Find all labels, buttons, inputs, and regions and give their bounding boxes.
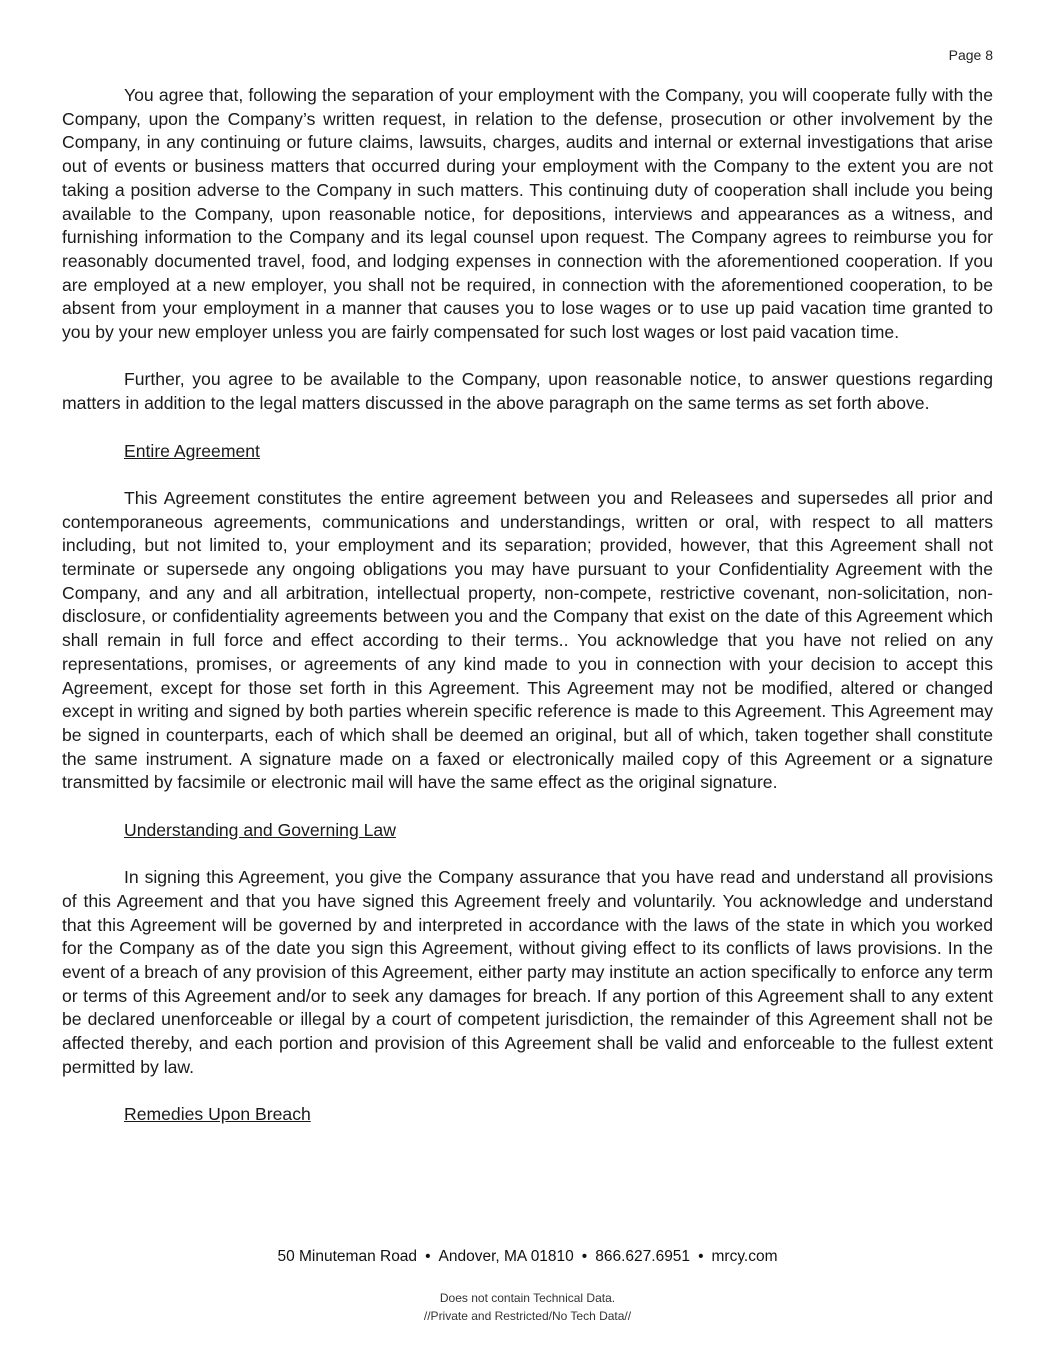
document-body bbox=[62, 84, 993, 1151]
paragraph-entire-agreement: This Agreement constitutes the entire agreement between you and Releasees and supersedes all prior and contemporaneous agreements, communications and understandings, written or oral, with respect to all matters including, but not limited to, your employment and its separation; provided, however, that this Agreement shall not terminate or supersede any ongoing obligations you may have pursuant to your Confidentiality Agreement with the Company, and any and all arbitration, intellectual property, non-compete, restrictive covenant, non-solicitation, non-disclosure, or confidentiality agreements between you and the Company that exist on the date of this Agreement which shall remain in full force and effect according to their terms.. You acknowledge that you have not relied on any representations, promises, or agreements of any kind made to you in connection with your decision to accept this Agreement, except for those set forth in this Agreement. This Agreement may not be modified, altered or changed except in writing and signed by both parties wherein specific reference is made to this Agreement. This Agreement may be signed in counterparts, each of which shall be deemed an original, but all of which, taken together shall constitute the same instrument. A signature made on a faxed or electronically mailed copy of this Agreement or a signature transmitted by facsimile or electronic mail will have the same effect as the original signature. bbox=[62, 487, 993, 793]
section-heading-remedies: Remedies Upon Breach bbox=[124, 1104, 311, 1125]
section-heading-understanding: Understanding and Governing Law bbox=[124, 819, 396, 840]
page-number: Page 8 bbox=[948, 47, 993, 63]
paragraph-cooperation: You agree that, following the separation of your employment with the Company, you will cooperate fully with the Company, upon the Company’s written request, in relation to the defense, prosecution or other involvement by the Company, in any continuing or future claims, lawsuits, charges, audits and internal or external investigations that arise out of events or business matters that occurred during your employment with the Company to the extent you are not taking a position adverse to the Company in such matters. This continuing duty of cooperation shall include you being available to the Company, upon reasonable notice, for depositions, interviews and appearances as a witness, and furnishing information to the Company and its legal counsel upon request. The Company agrees to reimburse you for reasonably documented travel, food, and lodging expenses in connection with the aforementioned cooperation. If you are employed at a new employer, you shall not be required, in connection with the aforementioned cooperation, to be absent from your employment in a manner that causes you to lose wages or to use up paid vacation time granted to you by your new employer unless you are fairly compensated for such lost wages or lost paid vacation time. bbox=[62, 85, 993, 343]
footer-notice-line-1: Does not contain Technical Data. bbox=[439, 1291, 616, 1305]
footer-street: 50 Minuteman Road bbox=[277, 1248, 418, 1265]
footer-separator: • bbox=[425, 1248, 431, 1265]
section-heading-entire-agreement: Entire Agreement bbox=[124, 440, 260, 461]
footer-separator: • bbox=[698, 1248, 704, 1265]
footer-website: mrcy.com bbox=[711, 1248, 778, 1265]
paragraph-further-availability: Further, you agree to be available to the Company, upon reasonable notice, to answer questions regarding matters in addition to the legal matters discussed in the above paragraph on the same terms as set forth above. bbox=[62, 369, 993, 414]
paragraph-understanding: In signing this Agreement, you give the Company assurance that you have read and understand all provisions of this Agreement and that you have signed this Agreement freely and voluntarily. You acknowledge and understand that this Agreement will be governed by and interpreted in accordance with the laws of the state in which you worked for the Company as of the date you sign this Agreement, without giving effect to its conflicts of laws provisions. In the event of a breach of any provision of this Agreement, either party may institute an action specifically to enforce any term or terms of this Agreement and/or to seek any damages for breach. If any portion of this Agreement shall to any extent be declared unenforceable or illegal by a court of competent jurisdiction, the remainder of this Agreement shall not be affected thereby, and each portion and provision of this Agreement shall be valid and enforceable to the fullest extent permitted by law. bbox=[62, 867, 993, 1077]
footer-notice-line-2: //Private and Restricted/No Tech Data// bbox=[423, 1309, 632, 1323]
footer-city: Andover, MA 01810 bbox=[438, 1248, 574, 1265]
footer-address-line bbox=[0, 1248, 1055, 1266]
footer-separator: • bbox=[581, 1248, 588, 1265]
footer-notice bbox=[0, 1289, 1055, 1325]
footer-phone: 866.627.6951 bbox=[595, 1248, 691, 1265]
